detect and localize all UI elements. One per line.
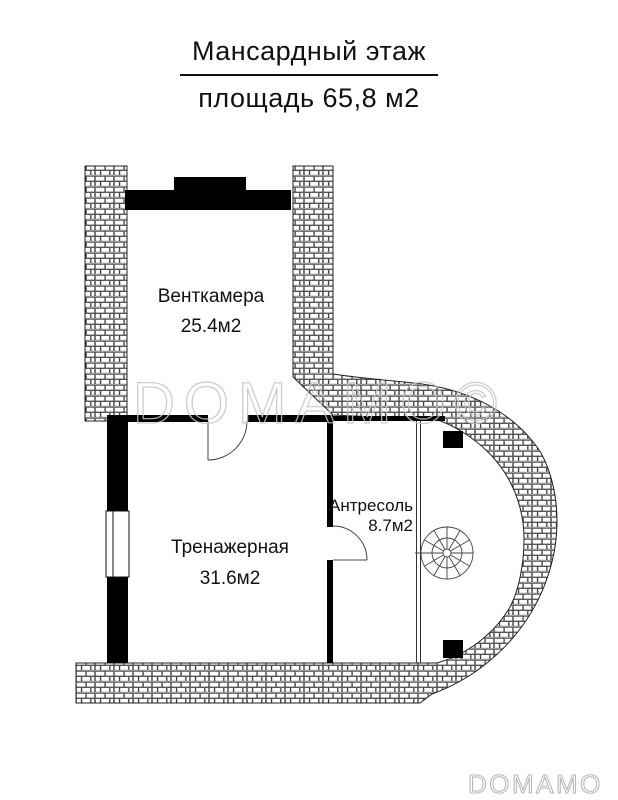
gym-left-wall-upper — [107, 421, 128, 511]
gym-area: 31.6м2 — [199, 568, 261, 589]
masonry-left-pier — [85, 166, 127, 421]
mezzanine-area: 8.7м2 — [368, 516, 413, 535]
gym-mezzanine-divider-lower — [327, 560, 333, 663]
vent-chamber-label: Венткамера — [157, 286, 265, 307]
spiral-staircase — [415, 527, 473, 579]
mezzanine-label: Антресоль — [329, 496, 413, 515]
watermark-corner: DOMAMO — [468, 769, 603, 799]
plan-title-floor: Мансардный этаж — [180, 36, 438, 76]
watermark-center: DOMAMO© — [133, 371, 507, 436]
gym-label: Тренажерная — [171, 537, 289, 558]
gym-window — [106, 511, 129, 577]
tower-pier-bottom — [443, 640, 463, 658]
vent-chamber-area: 25.4м2 — [180, 316, 242, 337]
vent-chamber-top-wall — [125, 177, 291, 210]
gym-left-wall-lower — [107, 577, 128, 663]
room-labels — [158, 286, 413, 589]
plan-title-area: площадь 65,8 м2 — [198, 83, 420, 113]
mezzanine-partition — [417, 421, 421, 663]
door-gym-to-mezzanine — [333, 526, 367, 560]
